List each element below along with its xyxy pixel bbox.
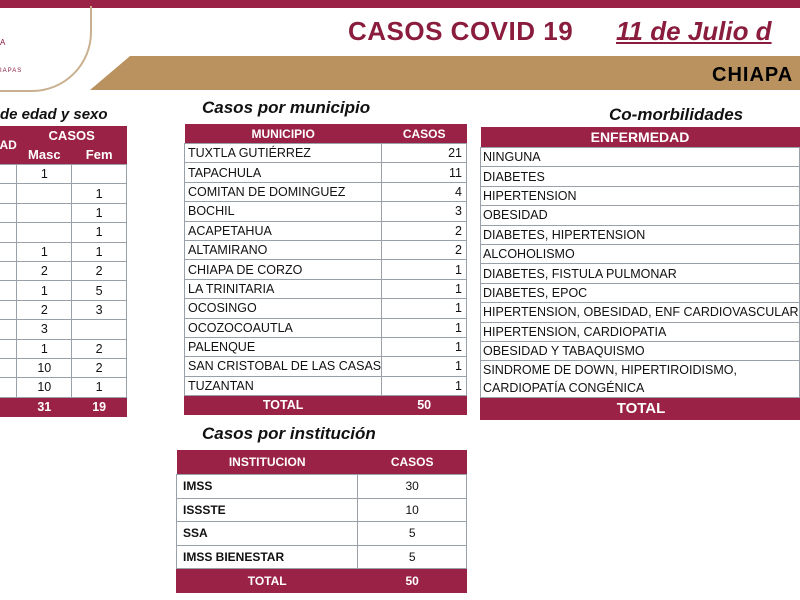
table-row [481,341,800,360]
col-edad-header: AD [0,126,17,165]
enfermedad-cell: DIABETES, EPOC [481,283,800,302]
fem-cell: 2 [72,339,127,358]
state-name: CHIAPA [712,64,794,86]
fem-cell: 1 [72,203,127,222]
age-group-cell [0,261,17,280]
municipio-heading: Casos por municipio [202,98,371,117]
municipio-name: TAPACHULA [185,163,382,182]
age-group-cell [0,300,17,319]
total-value: 50 [358,569,467,593]
col-institucion-header: INSTITUCION [177,450,358,475]
col-enfermedad-header: ENFERMEDAD [481,127,800,148]
fem-cell: 1 [72,184,127,203]
fem-cell: 1 [72,242,127,261]
age-group-cell [0,320,17,339]
municipio-casos: 1 [382,279,467,298]
municipio-name: TUZANTAN [185,376,382,395]
table-row [177,498,467,522]
col-fem-header: Fem [72,145,127,165]
table-row [481,225,800,244]
table-row [0,378,127,397]
table-row [185,182,467,201]
table-row [481,283,800,302]
col-municipio-header: MUNICIPIO [185,124,382,144]
enfermedad-cell: DIABETES, HIPERTENSION [481,225,800,244]
table-row [0,358,127,377]
table-row [0,320,127,339]
table-row [481,186,800,205]
table-row [185,221,467,240]
table-row [185,240,467,259]
masc-cell: 3 [17,320,72,339]
fem-cell: 1 [72,378,127,397]
col-masc-header: Masc [17,145,72,165]
masc-cell: 1 [17,339,72,358]
gold-banner [90,56,800,90]
masc-cell: 2 [17,300,72,319]
institucion-name: IMSS BIENESTAR [177,545,358,569]
table-row [185,144,467,163]
col-casos-header: CASOS [17,126,127,145]
total-label: TOTAL [177,569,358,593]
edad-sexo-heading: de edad y sexo [0,106,108,123]
table-row [481,361,800,398]
col-casos-header: CASOS [358,450,467,475]
municipio-name: OCOZOCOAUTLA [185,318,382,337]
municipio-casos: 21 [382,144,467,163]
table-row [0,223,127,242]
enfermedad-cell: SINDROME DE DOWN, HIPERTIROIDISMO, CARDIOPATÍA CONGÉNICA [481,361,800,398]
table-row [481,303,800,322]
municipio-casos: 2 [382,240,467,259]
age-group-cell [0,165,17,184]
fem-cell: 2 [72,261,127,280]
masc-cell [17,184,72,203]
table-row [481,264,800,283]
table-row [0,184,127,203]
table-row [185,202,467,221]
table-row [0,242,127,261]
municipio-casos: 3 [382,202,467,221]
fem-cell [72,320,127,339]
municipio-casos: 11 [382,163,467,182]
total-cell-blank [0,397,17,416]
table-row [185,337,467,356]
table-row [0,300,127,319]
table-row [481,322,800,341]
masc-cell: 10 [17,358,72,377]
institucion-heading: Casos por institución [202,424,376,443]
table-row [185,163,467,182]
edad-sexo-table [0,126,127,417]
fem-cell: 3 [72,300,127,319]
table-row [185,376,467,395]
municipio-casos: 4 [382,182,467,201]
table-row [177,545,467,569]
age-group-cell [0,378,17,397]
fem-cell: 5 [72,281,127,300]
municipio-casos: 1 [382,299,467,318]
institucion-casos: 30 [358,475,467,499]
table-row [481,244,800,263]
institucion-name: ISSSTE [177,498,358,522]
institucion-casos: 10 [358,498,467,522]
table-row [0,165,127,184]
age-group-cell [0,203,17,222]
age-group-cell [0,281,17,300]
municipio-name: ALTAMIRANO [185,240,382,259]
total-label: TOTAL [185,396,382,415]
table-row [0,339,127,358]
total-value: 50 [382,396,467,415]
institucion-casos: 5 [358,522,467,546]
masc-cell: 1 [17,242,72,261]
table-row [481,148,800,167]
age-group-cell [0,242,17,261]
institucion-name: SSA [177,522,358,546]
masc-cell [17,203,72,222]
col-casos-header: CASOS [382,124,467,144]
table-row [185,357,467,376]
table-row [177,475,467,499]
municipio-name: TUXTLA GUTIÉRREZ [185,144,382,163]
institucion-table [176,450,467,593]
total-label: TOTAL [481,398,800,420]
municipio-name: CHIAPA DE CORZO [185,260,382,279]
masc-cell: 1 [17,281,72,300]
enfermedad-cell: OBESIDAD Y TABAQUISMO [481,341,800,360]
enfermedad-cell: DIABETES [481,167,800,186]
municipio-casos: 1 [382,376,467,395]
enfermedad-cell: ALCOHOLISMO [481,244,800,263]
municipio-casos: 1 [382,318,467,337]
municipio-table [184,124,467,415]
age-group-cell [0,358,17,377]
table-row [185,260,467,279]
municipio-casos: 1 [382,260,467,279]
enfermedad-cell: HIPERTENSION, CARDIOPATIA [481,322,800,341]
table-row [481,167,800,186]
municipio-name: BOCHIL [185,202,382,221]
table-row [481,206,800,225]
enfermedad-cell: OBESIDAD [481,206,800,225]
enfermedad-cell: HIPERTENSION [481,186,800,205]
report-date: 11 de Julio d [616,16,772,46]
comorbilidades-heading: Co-morbilidades [609,105,744,124]
municipio-casos: 1 [382,357,467,376]
age-group-cell [0,223,17,242]
age-group-cell [0,184,17,203]
logo-emblem [0,6,92,92]
municipio-name: LA TRINITARIA [185,279,382,298]
municipio-casos: 2 [382,221,467,240]
table-row [185,318,467,337]
enfermedad-cell: HIPERTENSION, OBESIDAD, ENF CARDIOVASCULAR [481,303,800,322]
masc-cell [17,223,72,242]
top-accent-bar [0,0,800,8]
fem-cell [72,165,127,184]
total-fem: 19 [72,397,127,416]
fem-cell: 1 [72,223,127,242]
municipio-name: OCOSINGO [185,299,382,318]
municipio-name: PALENQUE [185,337,382,356]
table-row [185,299,467,318]
masc-cell: 2 [17,261,72,280]
total-masc: 31 [17,397,72,416]
enfermedad-cell: DIABETES, FISTULA PULMONAR [481,264,800,283]
logo-text: IAPAS [0,68,23,74]
municipio-name: SAN CRISTOBAL DE LAS CASAS [185,357,382,376]
comorbilidades-table [480,127,800,420]
table-row [0,261,127,280]
table-row [0,281,127,300]
enfermedad-cell: NINGUNA [481,148,800,167]
table-row [177,522,467,546]
page-title: CASOS COVID 19 [348,16,574,46]
masc-cell: 1 [17,165,72,184]
age-group-cell [0,339,17,358]
municipio-name: ACAPETAHUA [185,221,382,240]
municipio-name: COMITAN DE DOMINGUEZ [185,182,382,201]
table-row [0,203,127,222]
institucion-name: IMSS [177,475,358,499]
logo-mark: A [0,38,6,47]
municipio-casos: 1 [382,337,467,356]
institucion-casos: 5 [358,545,467,569]
masc-cell: 10 [17,378,72,397]
fem-cell: 2 [72,358,127,377]
table-row [185,279,467,298]
